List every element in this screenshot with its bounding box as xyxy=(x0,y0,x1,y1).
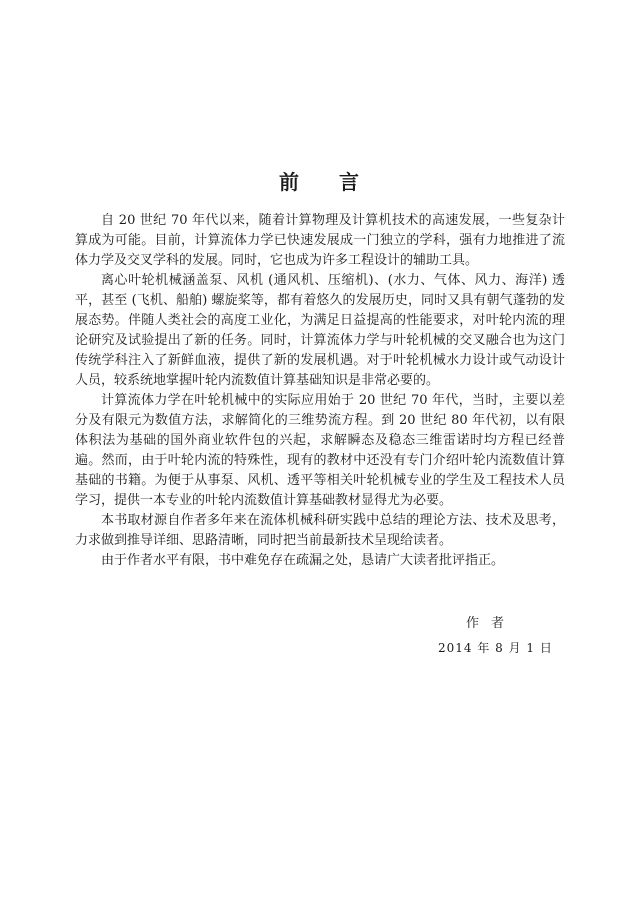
signature-date: 2014 年 8 月 1 日 xyxy=(438,641,553,655)
author-signature: 作者 xyxy=(466,616,517,631)
paragraph: 计算流体力学在叶轮机械中的实际应用始于 20 世纪 70 年代，当时，主要以差分及有限元为数值方法，求解简化的三维势流方程。到 20 世纪 80 年代初，以有限体积法为基础的国外商业软件包的兴起，求解瞬态及稳态三维雷诺时均方程已经普遍。然而，由于叶轮内流的特殊性，现有的教材中还没有专门介绍叶轮内流数值计算基础的书籍。为便于从事泵、风机、透平等相关叶轮机械专业的学生及工程技术人员学习，提供一本专业的叶轮内流数值计算基础教材显得尤为必要。 xyxy=(75,393,565,508)
paragraph: 自 20 世纪 70 年代以来，随着计算物理及计算机技术的高速发展，一些复杂计算成为可能。目前，计算流体力学已快速发展成一门独立的学科，强有力地推进了流体力学及交叉学科的发展。同时，它也成为许多工程设计的辅助工具。 xyxy=(75,213,565,268)
paragraph: 本书取材源自作者多年来在流体机械科研实践中总结的理论方法、技术及思考，力求做到推导详细、思路清晰，同时把当前最新技术呈现给读者。 xyxy=(75,513,565,548)
preface-body xyxy=(75,211,565,571)
paragraph: 由于作者水平有限，书中难免存在疏漏之处，恳请广大读者批评指正。 xyxy=(101,553,505,568)
page-title: 前言 xyxy=(279,170,399,194)
paragraph: 离心叶轮机械涵盖泵、风机 (通风机、压缩机)、(水力、气体、风力、海洋) 透平，甚至 (飞机、船舶) 螺旋桨等，都有着悠久的发展历史，同时又具有朝气蓬勃的发展态势。伴随人类社会的高度工业化，为满足日益提高的性能要求，对叶轮内流的理论研究及试验提出了新的任务。同时，计算流体力学与叶轮机械的交叉融合也为这门传统学科注入了新鲜血液，提供了新的发展机遇。对于叶轮机械水力设计或气动设计人员，较系统地掌握叶轮内流数值计算基础知识是非常必要的。 xyxy=(75,273,565,388)
